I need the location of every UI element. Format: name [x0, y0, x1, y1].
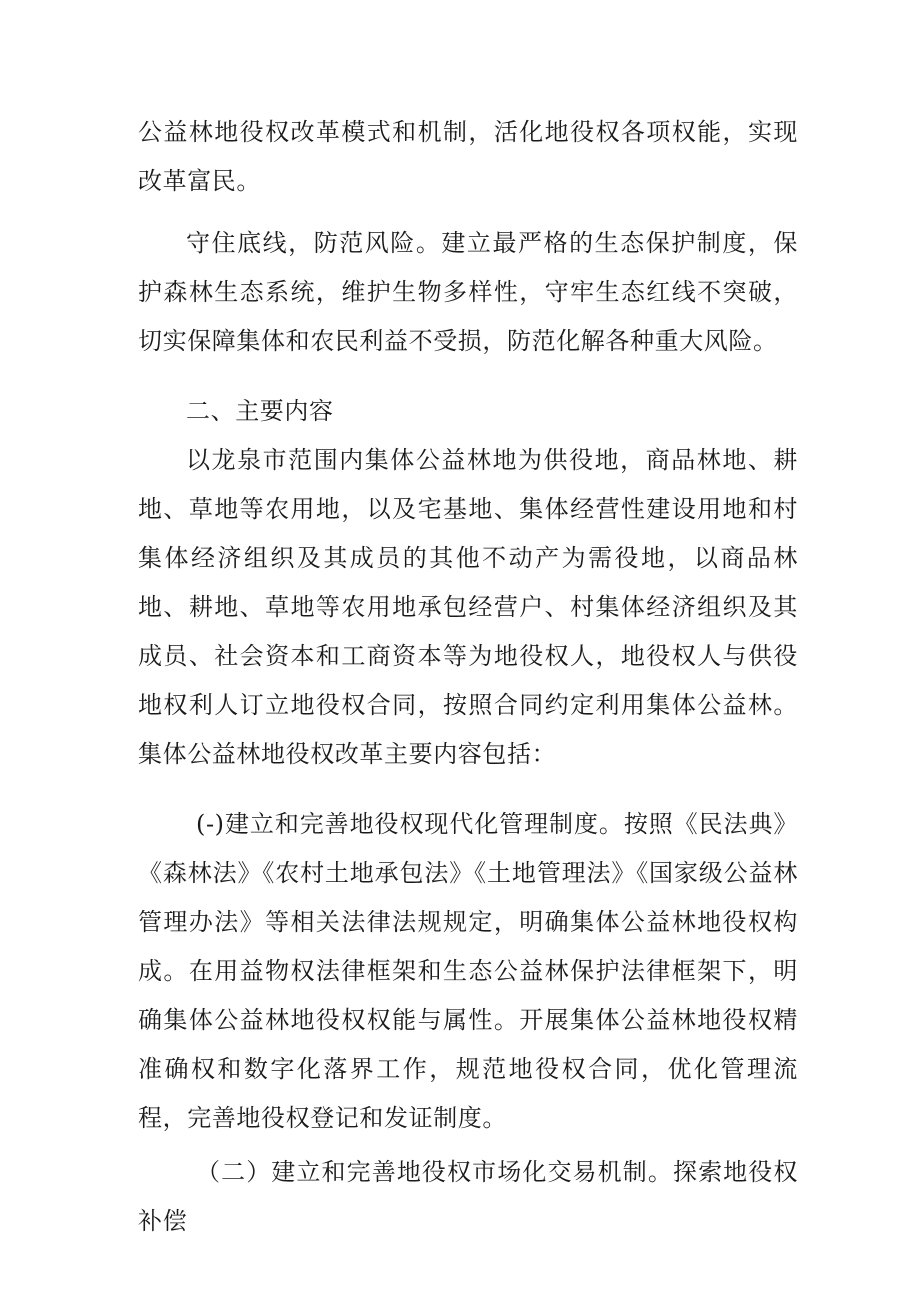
paragraph-item-one: (-)建立和完善地役权现代化管理制度。按照《民法典》《森林法》《农村土地承包法》《土地管理法》《国家级公益林管理办法》等相关法律法规规定，明确集体公益林地役权构成。在用益物权法律框架和生态公益林保护法律框架下，明确集体公益林地役权权能与属性。开展集体公益林地役权精准确权和数字化落界工作，规范地役权合同，优化管理流程，完善地役权登记和发证制度。 [138, 810, 798, 1132]
paragraph-item-two: （二）建立和完善地役权市场化交易机制。探索地役权补偿 [138, 1158, 798, 1235]
paragraph-main-content: 以龙泉市范围内集体公益林地为供役地，商品林地、耕地、草地等农用地，以及宅基地、集体经营性建设用地和村集体经济组织及其成员的其他不动产为需役地，以商品林地、耕地、草地等农用地承包经营户、村集体经济组织及其成员、社会资本和工商资本等为地役权人，地役权人与供役地权利人订立地役权合同，按照合同约定利用集体公益林。集体公益林地役权改革主要内容包括： [138, 446, 798, 768]
paragraph-reform-summary: 公益林地役权改革模式和机制，活化地役权各项权能，实现改革富民。 [138, 118, 798, 195]
paragraph-risk-prevention: 守住底线，防范风险。建立最严格的生态保护制度，保护森林生态系统，维护生物多样性，守牢生态红线不突破，切实保障集体和农民利益不受损，防范化解各种重大风险。 [138, 229, 798, 355]
section-heading-main-content: 二、主要内容 [186, 397, 334, 425]
